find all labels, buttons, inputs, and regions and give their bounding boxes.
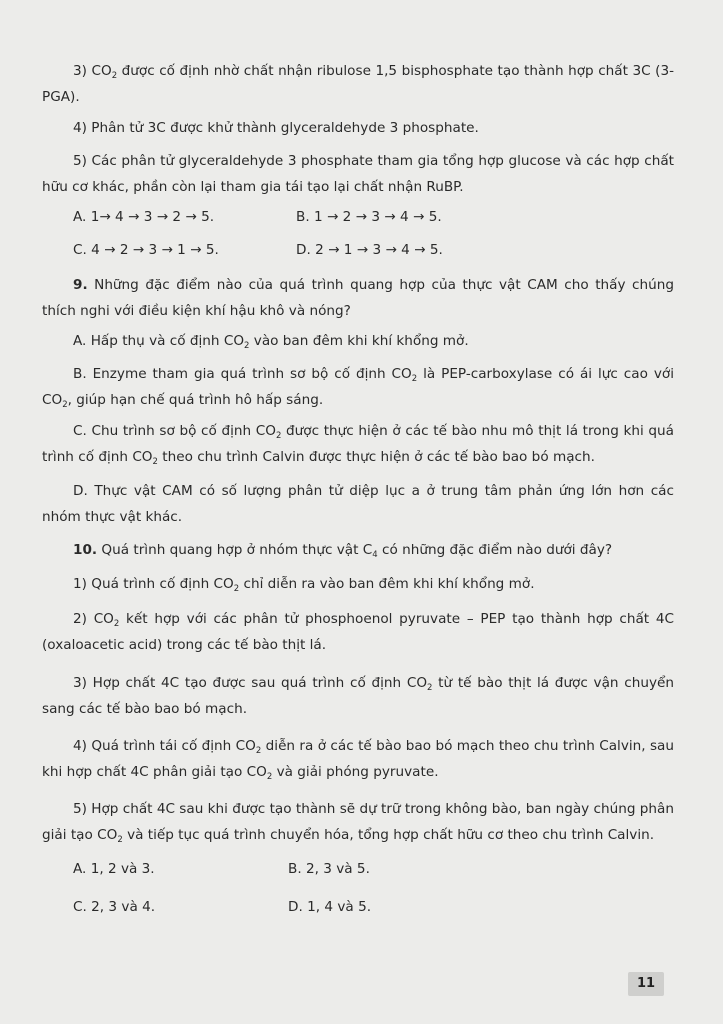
q10-statement-2: 2) $CO_2$ kết hợp với các phân tử phosphoenol pyruvate – PEP tạo thành hợp chất 4C (oxaloacetic acid) trong các tế bào thịt lá. xyxy=(42,611,675,653)
q10-option-c: C. 2, 3 và 4. xyxy=(73,899,156,915)
q10-number: 10. xyxy=(73,542,98,558)
q10-option-b: B. 2, 3 và 5. xyxy=(288,861,370,877)
q10-option-d: D. 1, 4 và 5. xyxy=(288,899,372,915)
q9-question: 9. Những đặc điểm nào của quá trình quang hợp của thực vật CAM cho thấy chúng thích nghi với điều kiện khí hậu khô và nóng? xyxy=(42,277,674,319)
q10-statement-1: 1) Quá trình cố định $CO_2$ chỉ diễn ra vào ban đêm khi khí khổng mở. xyxy=(73,576,535,594)
q8-statement-3: 3) $CO_2$ được cố định nhờ chất nhận ribulose 1,5 bisphosphate tạo thành hợp chất 3C (3-PGA). xyxy=(42,63,675,105)
q8-option-a: A. 1→ 4 → 3 → 2 → 5. xyxy=(73,209,215,225)
q9-option-a: A. Hấp thụ và cố định $CO_2$ vào ban đêm khi khí khổng mở. xyxy=(73,333,469,351)
q9-number: 9. xyxy=(73,277,88,293)
q8-statement-4: 4) Phân tử 3C được khử thành glyceraldehyde 3 phosphate. xyxy=(73,120,479,136)
q8-option-c: C. 4 → 2 → 3 → 1 → 5. xyxy=(73,242,219,258)
q10-option-a: A. 1, 2 và 3. xyxy=(73,861,155,877)
q10-statement-5: 5) Hợp chất 4C sau khi được tạo thành sẽ dự trữ trong không bào, ban ngày chúng phân giải tạo $CO_2$ và tiếp tục quá trình chuyển hóa, tổng hợp chất hữu cơ theo chu trình Calvin. xyxy=(42,801,674,845)
q8-option-d: D. 2 → 1 → 3 → 4 → 5. xyxy=(296,242,443,258)
q10-statement-3: 3) Hợp chất 4C tạo được sau quá trình cố định $CO_2$ từ tế bào thịt lá được vận chuyển sang các tế bào bao bó mạch. xyxy=(42,675,674,717)
q9-option-b: B. Enzyme tham gia quá trình sơ bộ cố định $CO_2$ là PEP-carboxylase có ái lực cao với $CO_2$, giúp hạn chế quá trình hô hấp sáng. xyxy=(42,366,674,410)
q8-statement-5: 5) Các phân tử glyceraldehyde 3 phosphate tham gia tổng hợp glucose và các hợp chất hữu cơ khác, phần còn lại tham gia tái tạo lại chất nhận RuBP. xyxy=(42,153,674,195)
q8-option-b: B. 1 → 2 → 3 → 4 → 5. xyxy=(296,209,442,225)
q10-question: 10. Quá trình quang hợp ở nhóm thực vật $C_4$ có những đặc điểm nào dưới đây? xyxy=(73,542,613,560)
q9-option-d: D. Thực vật CAM có số lượng phân tử diệp lục a ở trung tâm phản ứng lớn hơn các nhóm thực vật khác. xyxy=(42,483,674,525)
q10-statement-4: 4) Quá trình tái cố định $CO_2$ diễn ra ở các tế bào bao bó mạch theo chu trình Calvin, sau khi hợp chất 4C phân giải tạo $CO_2$ và giải phóng pyruvate. xyxy=(42,738,674,782)
page-number: 11 xyxy=(636,976,656,991)
q9-option-c: C. Chu trình sơ bộ cố định $CO_2$ được thực hiện ở các tế bào nhu mô thịt lá trong khi quá trình cố định $CO_2$ theo chu trình Calvin được thực hiện ở các tế bào bao bó mạch. xyxy=(42,423,674,467)
